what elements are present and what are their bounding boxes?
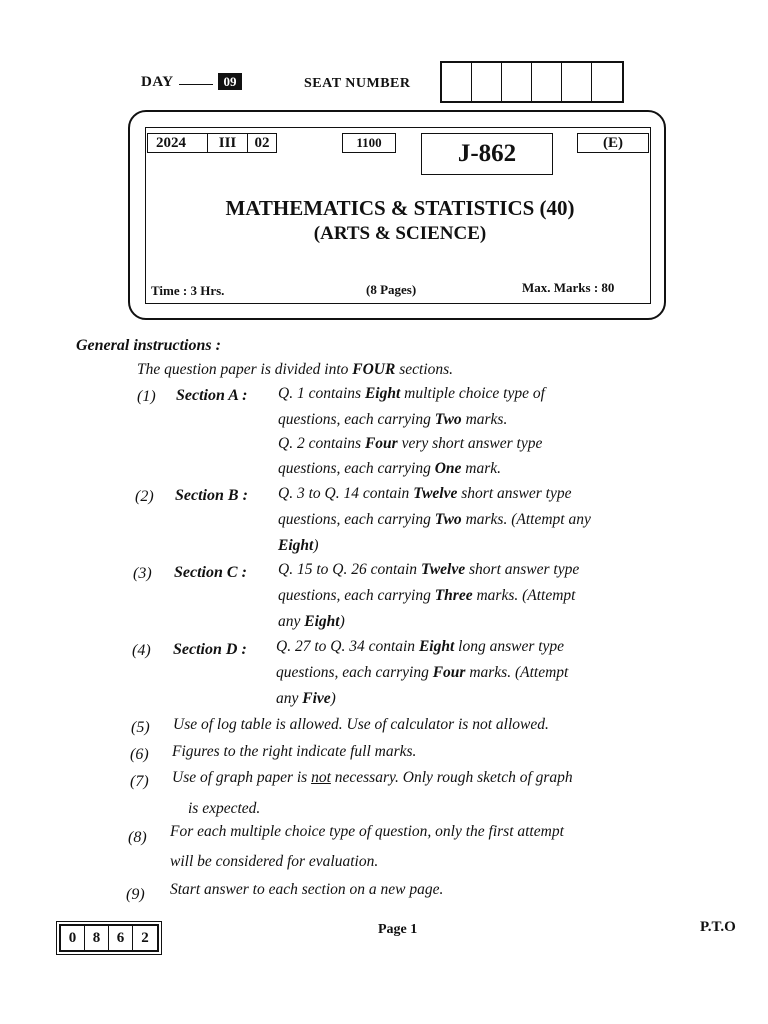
intro-text: The question paper is divided into — [137, 361, 353, 378]
seat-number-box — [502, 63, 532, 101]
section-b-label: Section B : — [175, 487, 248, 504]
section-d-line: questions, each carrying Four marks. (Attempt — [276, 664, 569, 681]
section-c-line: any Eight) — [278, 613, 345, 630]
instruction-number: (5) — [131, 719, 150, 736]
seat-number-box — [442, 63, 472, 101]
max-marks-label: Max. Marks : 80 — [522, 280, 615, 295]
pto-label: P.T.O — [700, 919, 736, 935]
instructions-intro — [137, 361, 453, 379]
seat-number-box — [532, 63, 562, 101]
year-code: 2024 — [147, 133, 207, 153]
section-a-label: Section A : — [176, 387, 248, 404]
seat-number-boxes — [440, 61, 624, 103]
seat-number-label: SEAT NUMBER — [304, 76, 411, 91]
instruction-number: (2) — [135, 488, 154, 505]
number-code: 02 — [247, 133, 277, 153]
page-number: Page 1 — [378, 922, 418, 937]
section-b-line: Eight) — [278, 537, 319, 554]
section-b-line: Q. 3 to Q. 14 contain Twelve short answer type — [278, 485, 572, 502]
section-a-line: Q. 2 contains Four very short answer type — [278, 435, 543, 452]
section-d-label: Section D : — [173, 641, 247, 658]
term-code: III — [207, 133, 247, 153]
day-label: DAY — [141, 74, 174, 90]
instruction-number: (3) — [133, 565, 152, 582]
section-d-line: Q. 27 to Q. 34 contain Eight long answer type — [276, 638, 565, 655]
instruction-number: (9) — [126, 886, 145, 903]
instruction-number: (6) — [130, 746, 149, 763]
section-c-label: Section C : — [174, 564, 247, 581]
instructions-heading: General instructions : — [76, 337, 221, 354]
paper-code: J-862 — [421, 133, 553, 175]
section-a-line: questions, each carrying One mark. — [278, 460, 502, 477]
instruction-text: For each multiple choice type of question, only the first attempt — [170, 823, 564, 840]
day-value: 09 — [218, 73, 242, 90]
instruction-text: Start answer to each section on a new page. — [170, 881, 444, 898]
intro-bold: FOUR — [352, 361, 396, 378]
instruction-text: is expected. — [188, 800, 261, 817]
exam-code-row — [147, 133, 277, 153]
instruction-number: (8) — [128, 829, 147, 846]
section-a-line: Q. 1 contains Eight multiple choice type of — [278, 385, 545, 402]
instruction-number: (7) — [130, 773, 149, 790]
code-digit: 0 — [61, 926, 85, 950]
code-digit: 8 — [85, 926, 109, 950]
instruction-text: Figures to the right indicate full marks. — [172, 743, 417, 760]
section-d-line: any Five) — [276, 690, 336, 707]
section-b-line: questions, each carrying Two marks. (Attempt any — [278, 511, 591, 528]
day-divider-line — [179, 84, 213, 85]
code-digit: 6 — [109, 926, 133, 950]
intro-text: sections. — [395, 361, 454, 378]
paper-code-boxes — [59, 924, 159, 952]
instruction-text: Use of graph paper is not necessary. Only rough sketch of graph — [172, 769, 573, 786]
paper-subtitle: (ARTS & SCIENCE) — [313, 223, 487, 244]
medium-code: (E) — [577, 133, 649, 153]
pages-label: (8 Pages) — [366, 282, 417, 297]
paper-title: MATHEMATICS & STATISTICS (40) — [225, 196, 575, 220]
section-c-line: questions, each carrying Three marks. (Attempt — [278, 587, 576, 604]
time-label: Time : 3 Hrs. — [151, 283, 225, 298]
instruction-number: (4) — [132, 642, 151, 659]
code-digit: 2 — [141, 930, 149, 946]
section-c-line: Q. 15 to Q. 26 contain Twelve short answer type — [278, 561, 580, 578]
seat-number-box — [472, 63, 502, 101]
subject-number-code: 1100 — [342, 133, 396, 153]
instruction-text: will be considered for evaluation. — [170, 853, 379, 870]
seat-number-box — [562, 63, 592, 101]
section-a-line: questions, each carrying Two marks. — [278, 411, 508, 428]
seat-number-box — [592, 63, 622, 101]
instruction-text: Use of log table is allowed. Use of calculator is not allowed. — [173, 716, 549, 733]
instruction-number: (1) — [137, 388, 156, 405]
